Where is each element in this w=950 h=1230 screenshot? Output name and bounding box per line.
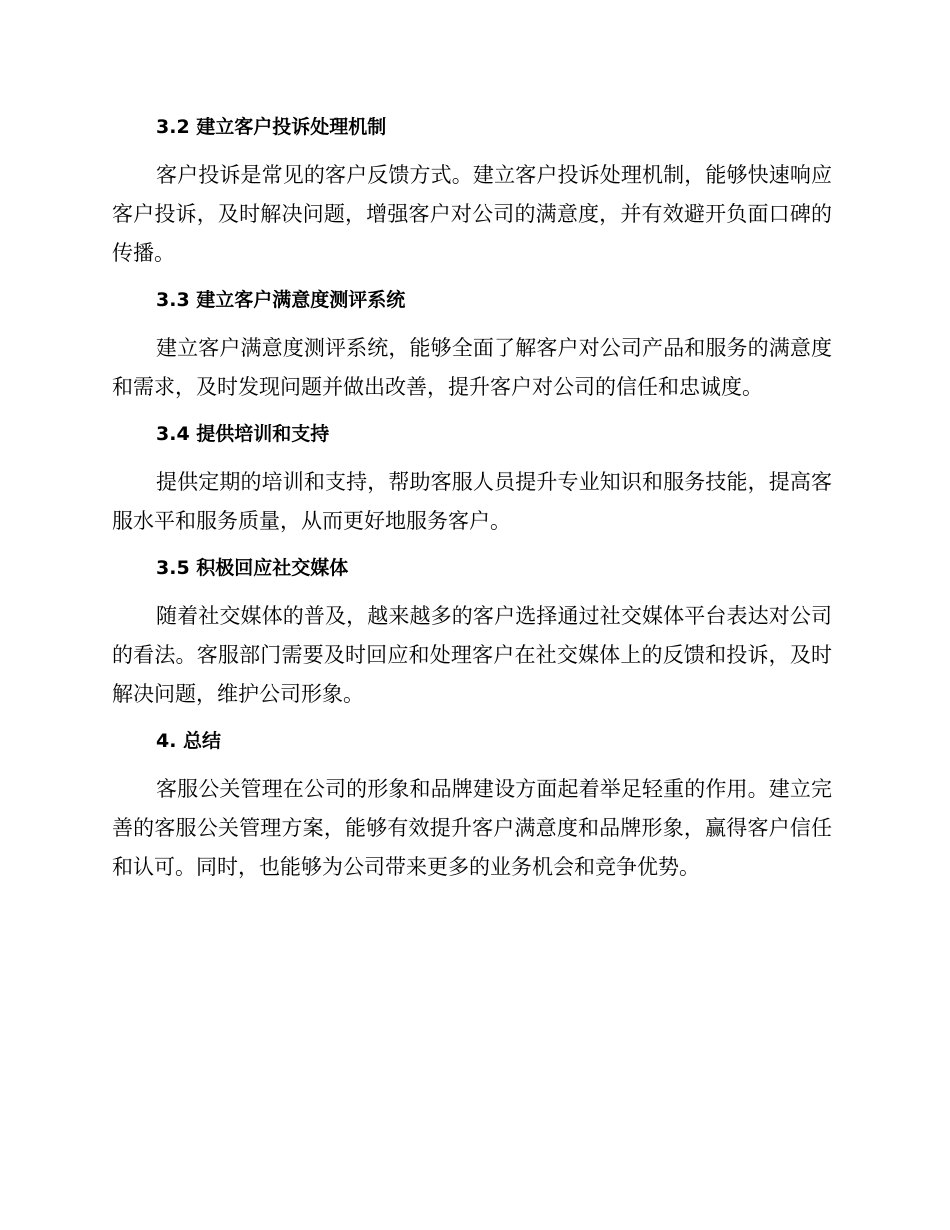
section-paragraph: 提供定期的培训和支持，帮助客服人员提升专业知识和服务技能，提高客服水平和服务质量，从而更好地服务客户。 [112,470,832,533]
section-paragraph: 随着社交媒体的普及，越来越多的客户选择通过社交媒体平台表达对公司的看法。客服部门需要及时回应和处理客户在社交媒体上的反馈和投诉，及时解决问题，维护公司形象。 [112,604,832,706]
section-3-5 [112,553,832,714]
section-paragraph: 客户投诉是常见的客户反馈方式。建立客户投诉处理机制，能够快速响应客户投诉，及时解决问题，增强客户对公司的满意度，并有效避开负面口碑的传播。 [112,163,832,265]
section-3-2 [112,112,832,273]
section-heading: 3.2 建立客户投诉处理机制 [156,116,387,138]
section-heading: 3.4 提供培训和支持 [156,423,330,445]
section-3-3 [112,285,832,407]
document-page [112,112,832,899]
section-heading: 4. 总结 [156,730,222,752]
section-4-summary [112,726,832,887]
section-heading: 3.3 建立客户满意度测评系统 [156,289,406,311]
section-paragraph: 客服公关管理在公司的形象和品牌建设方面起着举足轻重的作用。建立完善的客服公关管理方案，能够有效提升客户满意度和品牌形象，赢得客户信任和认可。同时，也能够为公司带来更多的业务机会和竞争优势。 [112,777,832,879]
section-heading: 3.5 积极回应社交媒体 [156,557,349,579]
section-paragraph: 建立客户满意度测评系统，能够全面了解客户对公司产品和服务的满意度和需求，及时发现问题并做出改善，提升客户对公司的信任和忠诚度。 [112,336,832,399]
section-3-4 [112,419,832,541]
